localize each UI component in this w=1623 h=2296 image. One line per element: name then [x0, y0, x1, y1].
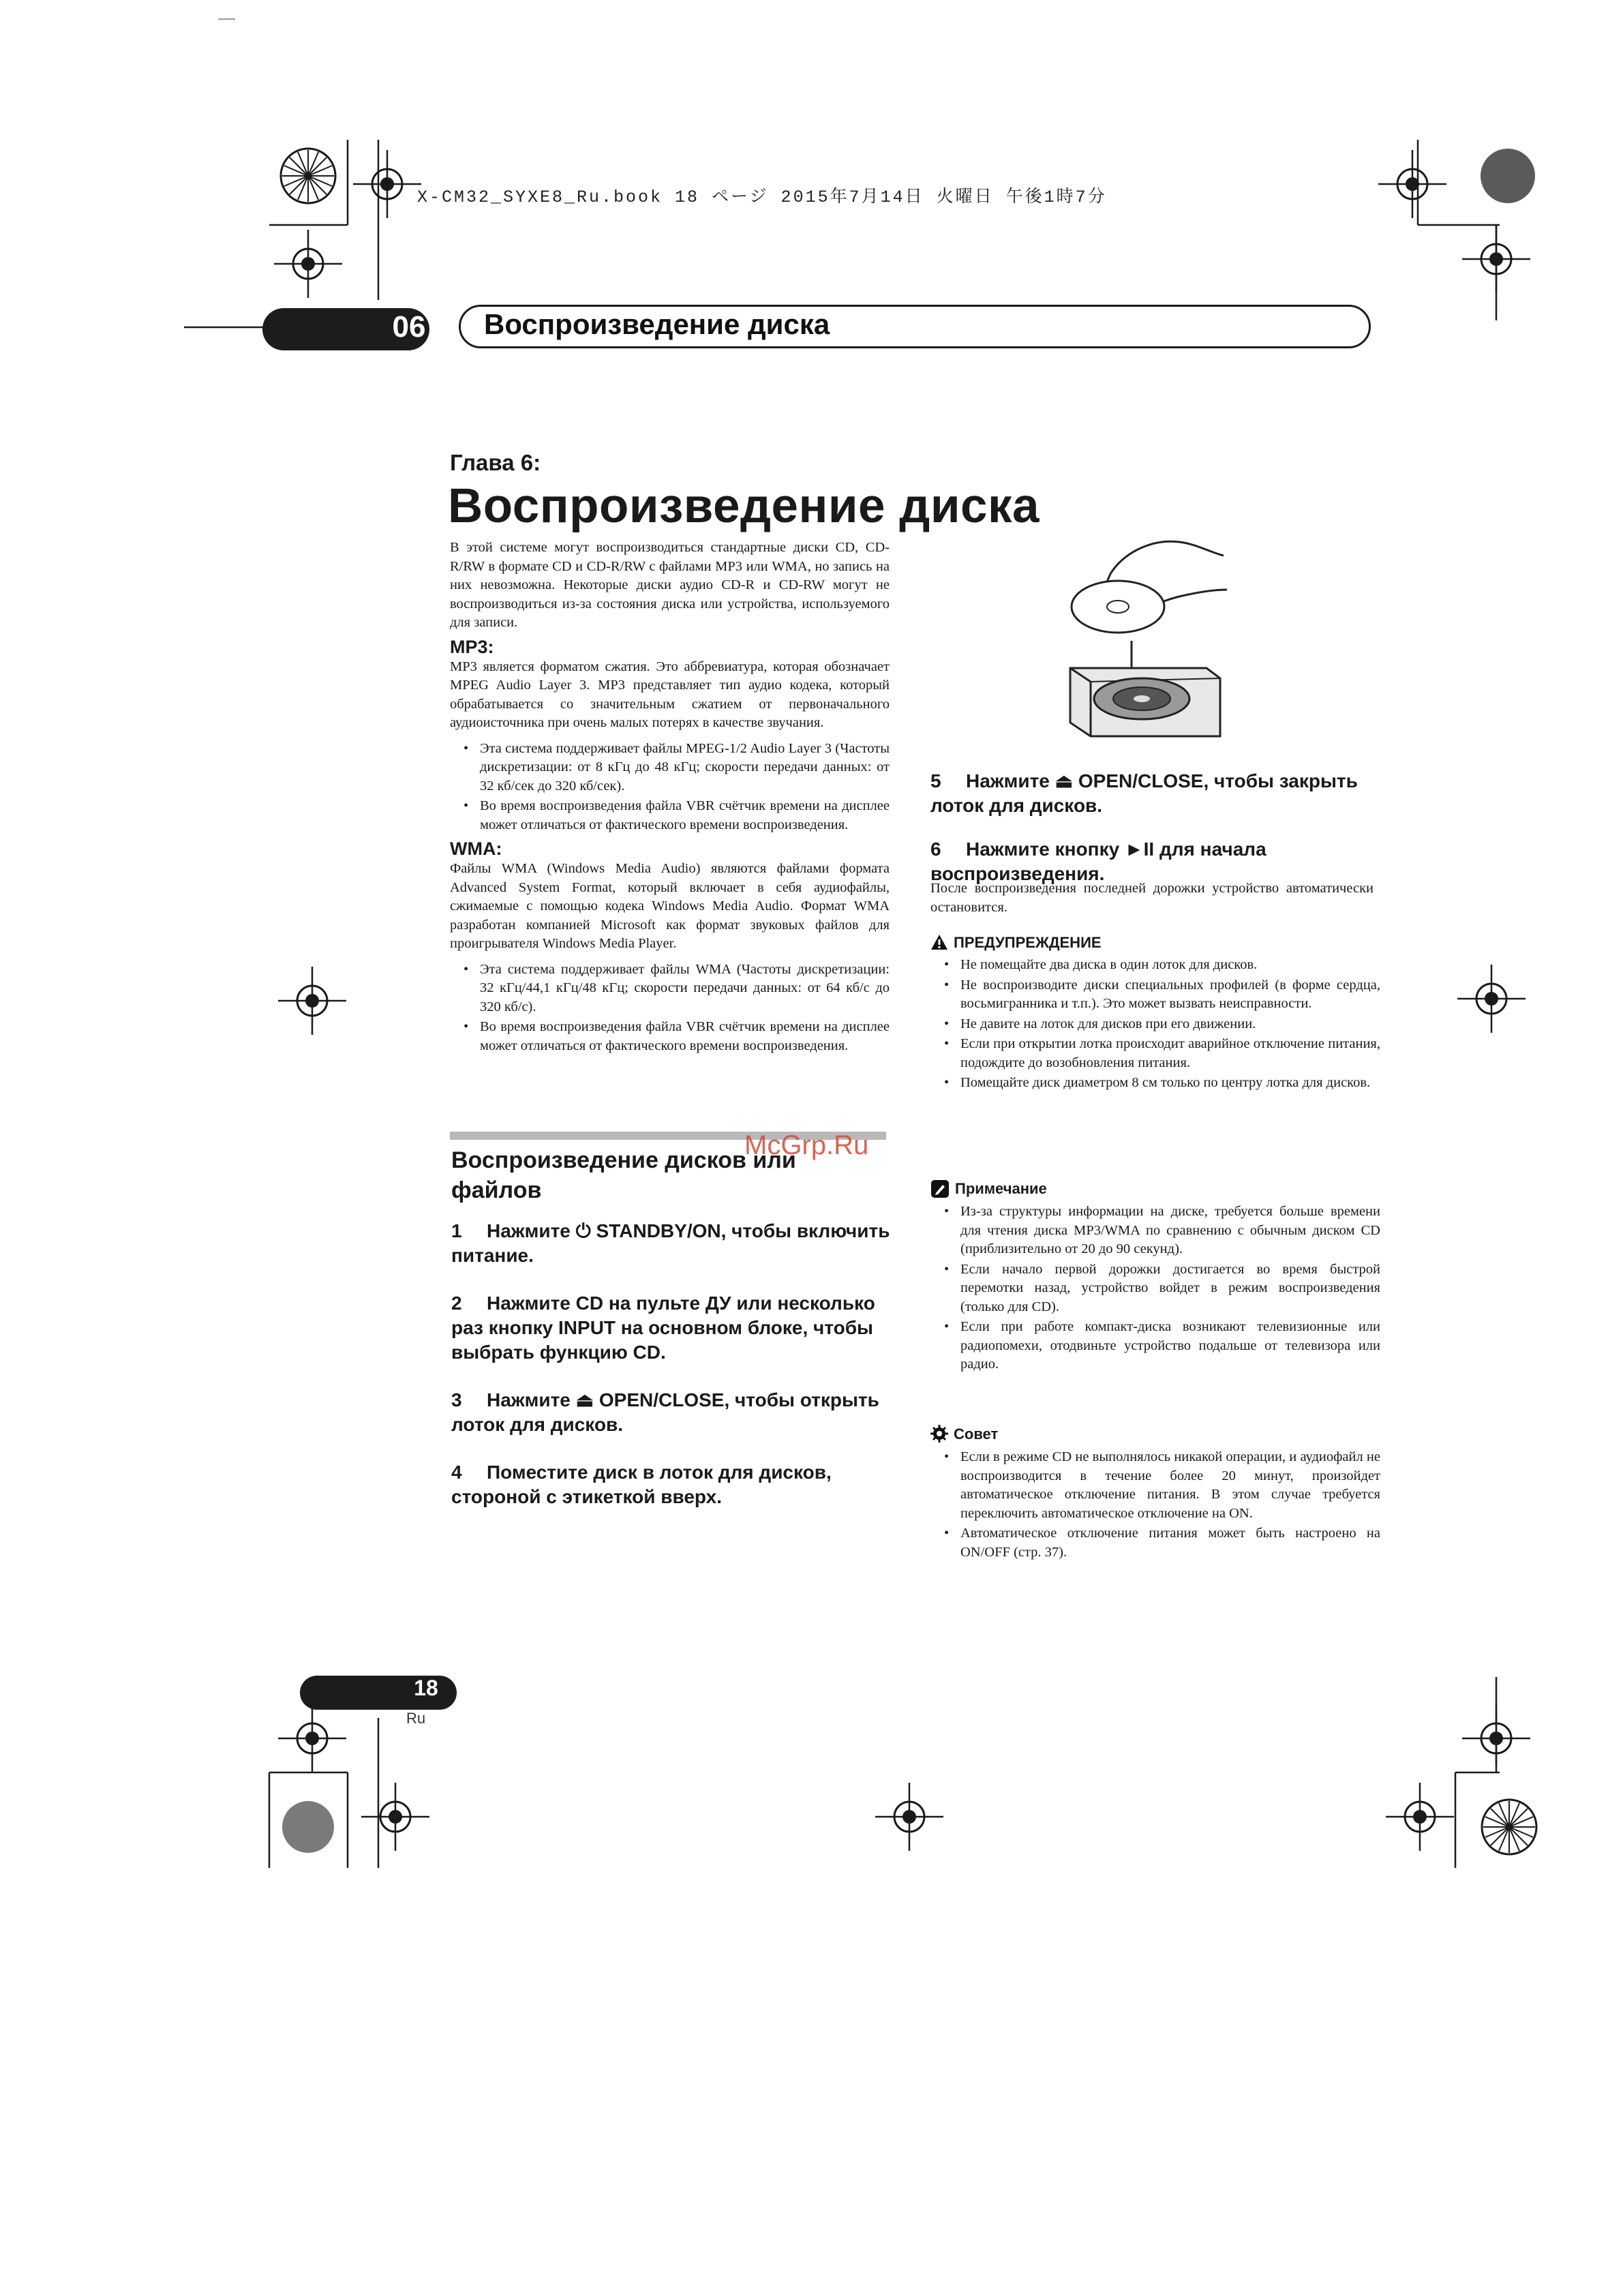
- step-text: Нажмите ⏏ OPEN/CLOSE, чтобы открыть лоток для дисков.: [451, 1389, 879, 1435]
- step-5: [930, 769, 1380, 818]
- list-item: • Помещайте диск диаметром 8 см только по центру лотка для дисков.: [930, 1074, 1380, 1093]
- list-item: • Во время воспроизведения файла VBR счётчик времени на дисплее может отличаться от фактического времени воспроизведения.: [450, 797, 890, 834]
- chapter-title: Воспроизведение диска: [484, 308, 830, 340]
- step-3: [451, 1388, 894, 1437]
- list-item: • Не помещайте два диска в один лоток для дисков.: [930, 956, 1380, 975]
- note-box: [930, 1179, 1380, 1376]
- list-item: • Если при открытии лотка происходит аварийное отключение питания, подождите до возобновления питания.: [930, 1035, 1380, 1072]
- chapter-label: Глава 6:: [450, 450, 541, 475]
- warning-icon: [930, 934, 950, 952]
- step-text: Поместите диск в лоток для дисков, стороной с этикеткой вверх.: [451, 1462, 832, 1507]
- step-text: Нажмите ⏻ STANDBY/ON, чтобы включить питание.: [451, 1220, 890, 1266]
- step-number: 5: [930, 770, 941, 791]
- list-item: • Эта система поддерживает файлы MPEG-1/2 Audio Layer 3 (Частоты дискретизации: от 8 кГц до 48 кГц; скорости передачи данных: от 32 кб/сек до 320 кб/сек).: [450, 740, 890, 796]
- note-heading-row: [930, 1179, 1380, 1198]
- note-icon: [930, 1179, 951, 1198]
- list-item: • Из-за структуры информации на диске, требуется больше времени для чтения диска MP3/WMA по сравнению с обычным диском CD (приблизительно от 20 до 90 секунд).: [930, 1203, 1380, 1259]
- step-4: [451, 1460, 894, 1509]
- after-step6-text: После воспроизведения последней дорожки устройство автоматически остановится.: [930, 881, 1374, 915]
- disc-insert-illustration: [1063, 525, 1227, 757]
- list-item: • Не давите на лоток для дисков при его движении.: [930, 1015, 1380, 1034]
- wma-bullet-list: [450, 961, 890, 1056]
- mp3-bullet-list: [450, 740, 890, 835]
- page-number: 18: [414, 1676, 438, 1700]
- watermark: McGrp.Ru: [744, 1130, 869, 1160]
- tip-list: [930, 1448, 1380, 1562]
- note-heading: Примечание: [955, 1180, 1047, 1197]
- step-number: 6: [930, 839, 941, 860]
- step-number: 3: [451, 1389, 462, 1410]
- chapter-number: 06: [392, 310, 426, 344]
- list-item: • Если при работе компакт-диска возникают телевизионные или радиопомехи, отодвиньте устройство подальше от телевизора или радио.: [930, 1318, 1380, 1374]
- step-1: [451, 1219, 894, 1268]
- list-item: • Не воспроизводите диски специальных профилей (в форме сердца, восьмигранника и т.п.). Это может вызвать неисправности.: [930, 976, 1380, 1014]
- list-item: • Во время воспроизведения файла VBR счётчик времени на дисплее может отличаться от фактического времени воспроизведения.: [450, 1018, 890, 1055]
- file-info-line: X-CM32_SYXE8_Ru.book 18 ページ 2015年7月14日 火曜日 午後1時7分: [417, 187, 1107, 207]
- wma-paragraph: Файлы WMA (Windows Media Audio) являются файлами формата Advanced System Format, который включает в себя аудиофайлы, сжимаемые с помощью кодека Windows Media Audio. Формат WMA разработан компанией Microsoft как формат звуковых файлов для проигрывателя Windows Media Player.: [450, 861, 890, 951]
- step-number: 4: [451, 1462, 462, 1483]
- page-language: Ru: [406, 1710, 426, 1727]
- warning-heading: ПРЕДУПРЕЖДЕНИЕ: [954, 934, 1102, 951]
- wma-heading: WMA:: [450, 839, 502, 859]
- list-item: • Если в режиме CD не выполнялось никакой операции, и аудиофайл не воспроизводится в течение более 20 минут, произойдет автоматическое отключение питания. В этом случае требуется переключить автоматическое отключение на ON.: [930, 1448, 1380, 1523]
- tip-icon: [930, 1425, 950, 1444]
- intro-paragraph: В этой системе могут воспроизводиться стандартные диски CD, CD-R/RW в формате CD и CD-R/RW с файлами MP3 или WMA, но запись на них невозможна. Некоторые диски аудио CD-R и CD-RW могут не воспроизводиться из-за состояния диска или устройства, используемого для записи.: [450, 540, 890, 630]
- list-item: • Если начало первой дорожки достигается во время быстрой перемотки назад, устройство войдет в режим воспроизведения (только для CD).: [930, 1260, 1380, 1317]
- tip-box: [930, 1425, 1380, 1563]
- mp3-heading: MP3:: [450, 636, 494, 657]
- warning-list: [930, 956, 1380, 1093]
- step-text: Нажмите ⏏ OPEN/CLOSE, чтобы закрыть лоток для дисков.: [930, 770, 1358, 816]
- step-2: [451, 1291, 894, 1365]
- steps-right: [930, 769, 1380, 886]
- mp3-paragraph: MP3 является форматом сжатия. Это аббревиатура, которая обозначает MPEG Audio Layer 3. MP3 представляет тип аудио кодека, который обрабатывается со значительным сжатием от первоначального аудиоисточника при очень малых потерях в качестве звучания.: [450, 659, 890, 730]
- list-item: • Эта система поддерживает файлы WMA (Частоты дискретизации: 32 кГц/44,1 кГц/48 кГц; скорости передачи данных: от 64 кб/с до 320 кб/с).: [450, 961, 890, 1017]
- tip-heading-row: [930, 1425, 1380, 1444]
- steps-left: [451, 1219, 894, 1509]
- left-column-text: [450, 539, 890, 1057]
- warning-box: [930, 934, 1380, 1094]
- step-text: Нажмите кнопку ►II для начала воспроизведения.: [930, 839, 1266, 884]
- tip-heading: Совет: [954, 1425, 999, 1442]
- note-list: [930, 1203, 1380, 1374]
- step-text: Нажмите CD на пульте ДУ или несколько раз кнопку INPUT на основном блоке, чтобы выбрать функцию CD.: [451, 1293, 875, 1363]
- step-number: 1: [451, 1220, 462, 1241]
- warning-heading-row: [930, 934, 1380, 952]
- page-title: Воспроизведение диска: [448, 479, 1040, 533]
- list-item: • Автоматическое отключение питания может быть настроено на ON/OFF (стр. 37).: [930, 1524, 1380, 1562]
- section-heading: Воспроизведение дисков или файлов: [451, 1147, 796, 1203]
- step-number: 2: [451, 1293, 462, 1314]
